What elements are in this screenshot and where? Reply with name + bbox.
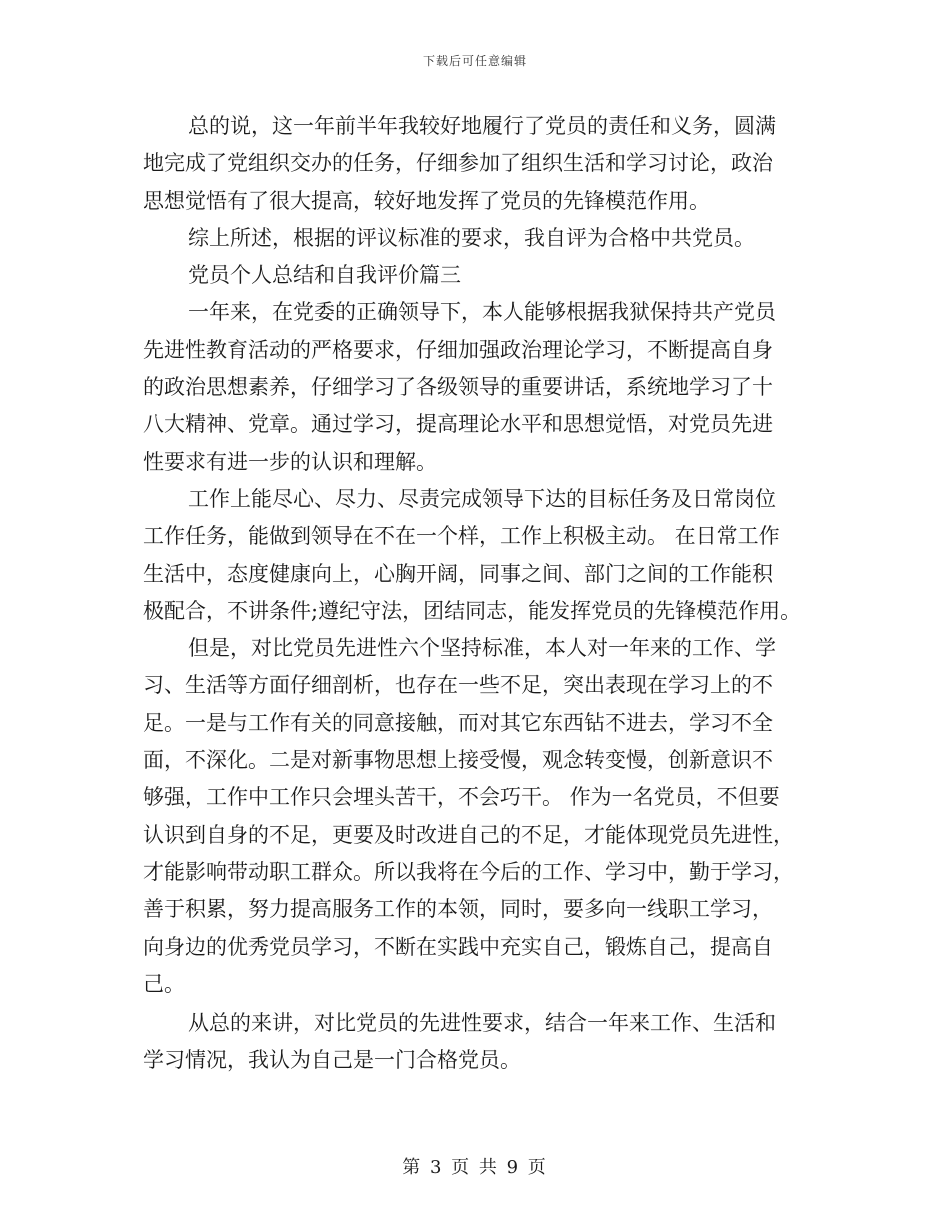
paragraph-line: 善于积累，努力提高服务工作的本领，同时，要多向一线职工学习，	[143, 897, 773, 922]
paragraph-line: 从总的来讲，对比党员的先进性要求，结合一年来工作、生活和	[188, 1011, 776, 1036]
paragraph-line: 向身边的优秀党员学习，不断在实践中充实自己，锻炼自己，提高自	[143, 934, 773, 959]
paragraph-line: 工作上能尽心、尽力、尽责完成领导下达的目标任务及日常岗位	[188, 486, 776, 511]
paragraph-line: 己。	[143, 971, 185, 996]
paragraph-line: 地完成了党组织交办的任务，仔细参加了组织生活和学习讨论，政治	[143, 151, 773, 176]
paragraph-line: 学习情况，我认为自己是一门合格党员。	[143, 1048, 521, 1073]
paragraph-line: 先进性教育活动的严格要求，仔细加强政治理论学习，不断提高自身	[143, 337, 773, 362]
document-body	[143, 108, 811, 1080]
paragraph-line: 八大精神、党章。通过学习，提高理论水平和思想觉悟，对党员先进	[143, 412, 773, 437]
paragraph-line: 生活中，态度健康向上，心胸开阔，同事之间、部门之间的工作能积	[143, 561, 773, 586]
paragraph-line: 但是，对比党员先进性六个坚持标准，本人对一年来的工作、学	[188, 636, 776, 661]
section-heading: 党员个人总结和自我评价篇三	[188, 263, 461, 288]
paragraph-line: 思想觉悟有了很大提高，较好地发挥了党员的先锋模范作用。	[143, 188, 710, 213]
paragraph-line: 极配合，不讲条件;遵纪守法，团结同志，能发挥党员的先锋模范作用。	[143, 598, 802, 623]
paragraph-line: 才能影响带动职工群众。所以我将在今后的工作、学习中，勤于学习，	[143, 859, 794, 884]
paragraph-line: 习、生活等方面仔细剖析，也存在一些不足，突出表现在学习上的不	[143, 673, 773, 698]
paragraph-line: 认识到自身的不足，更要及时改进自己的不足，才能体现党员先进性，	[143, 822, 794, 847]
paragraph-line: 性要求有进一步的认识和理解。	[143, 449, 437, 474]
paragraph-line: 总的说，这一年前半年我较好地履行了党员的责任和义务，圆满	[188, 114, 776, 138]
page-number: 第 3 页 共 9 页	[402, 1157, 548, 1178]
paragraph-line: 一年来，在党委的正确领导下，本人能够根据我狱保持共产党员	[188, 300, 776, 325]
paragraph-line: 足。一是与工作有关的同意接触，而对其它东西钻不进去，学习不全	[143, 710, 773, 735]
paragraph-line: 面，不深化。二是对新事物思想上接受慢，观念转变慢，创新意识不	[143, 748, 773, 773]
paragraph-line: 的政治思想素养，仔细学习了各级领导的重要讲话，系统地学习了十	[143, 375, 773, 400]
paragraph-line: 综上所述，根据的评议标准的要求，我自评为合格中共党员。	[188, 225, 755, 250]
paragraph-line: 工作任务，能做到领导在不在一个样，工作上积极主动。 在日常工作	[143, 524, 780, 549]
header-note: 下载后可任意编辑	[422, 54, 527, 68]
paragraph-line: 够强，工作中工作只会埋头苦干，不会巧干。 作为一名党员，不但要	[143, 785, 780, 810]
